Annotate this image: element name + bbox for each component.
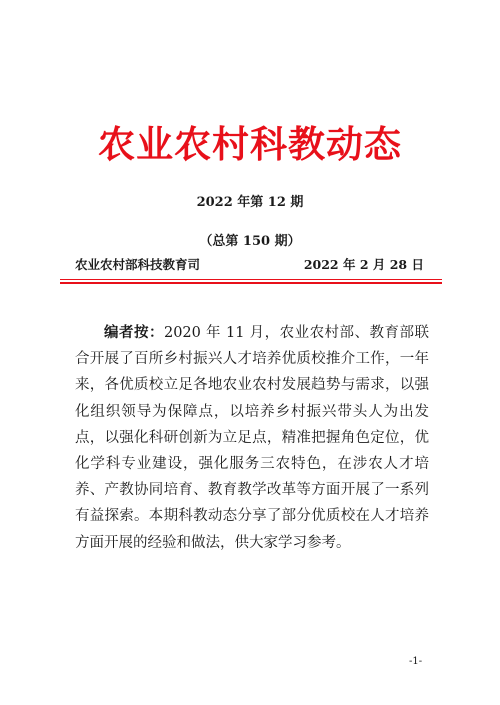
editor-note-paragraph — [75, 320, 429, 556]
publisher-organization: 农业农村部科技教育司 — [75, 257, 201, 272]
editor-note-lead: 编者按： — [104, 324, 164, 341]
total-issue-number: （总第 150 期） — [199, 234, 301, 249]
issue-number: 2022 年第 12 期 — [196, 195, 304, 210]
header-divider-thick — [60, 282, 442, 284]
masthead-title: 农业农村科教动态 — [98, 123, 402, 166]
header-divider-thin — [60, 279, 442, 280]
editor-note-text: 2020 年 11 月，农业农村部、教育部联合开展了百所乡村振兴人才培养优质校推介工作，一年来，各优质校立足各地农业农村发展趋势与需求，以强化组织领导为保障点，以培养乡村振兴带头人为出发点，以强化科研创新为立足点，精准把握角色定位，优化学科专业建设，强化服务三农特色，在涉农人才培养、产教协同培育、教育教学改革等方面开展了一系列有益探索。本期科教动态分享了部分优质校在人才培养方面开展的经验和做法，供大家学习参考。 — [75, 325, 429, 551]
page-number: -1- — [409, 656, 423, 667]
publication-date: 2022 年 2 月 28 日 — [303, 257, 424, 272]
